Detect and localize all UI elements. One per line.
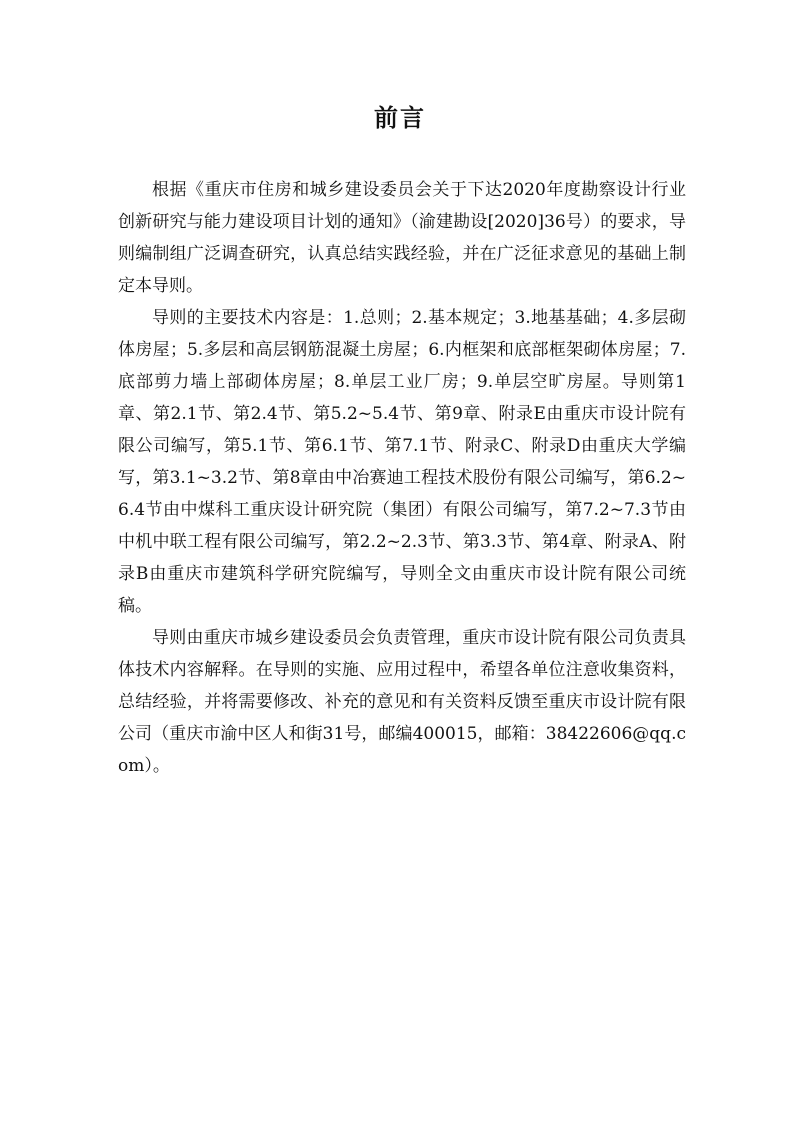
page-title: 前言 <box>374 103 426 132</box>
document-body <box>118 174 686 782</box>
paragraph-basis: 根据《重庆市住房和城乡建设委员会关于下达2020年度勘察设计行业创新研究与能力建设项目计划的通知》（渝建勘设[2020]36号）的要求，导则编制组广泛调查研究，认真总结实践经验，并在广泛征求意见的基础上制定本导则。 <box>118 180 686 296</box>
paragraph-technical-content: 导则的主要技术内容是：1.总则；2.基本规定；3.地基基础；4.多层砌体房屋；5.多层和高层钢筋混凝土房屋；6.内框架和底部框架砌体房屋；7.底部剪力墙上部砌体房屋；8.单层工业厂房；9.单层空旷房屋。导则第1章、第2.1节、第2.4节、第5.2~5.4节、第9章、附录E由重庆市设计院有限公司编写，第5.1节、第6.1节、第7.1节、附录C、附录D由重庆大学编写，第3.1~3.2节、第8章由中冶赛迪工程技术股份有限公司编写，第6.2~6.4节由中煤科工重庆设计研究院（集团）有限公司编写，第7.2~7.3节由中机中联工程有限公司编写，第2.2~2.3节、第3.3节、第4章、附录A、附录B由重庆市建筑科学研究院编写，导则全文由重庆市设计院有限公司统稿。 <box>118 308 686 616</box>
paragraph-management: 导则由重庆市城乡建设委员会负责管理，重庆市设计院有限公司负责具体技术内容解释。在导则的实施、应用过程中，希望各单位注意收集资料，总结经验，并将需要修改、补充的意见和有关资料反馈至重庆市设计院有限公司（重庆市渝中区人和街31号，邮编400015，邮箱：38422606@qq.com）。 <box>118 628 686 776</box>
